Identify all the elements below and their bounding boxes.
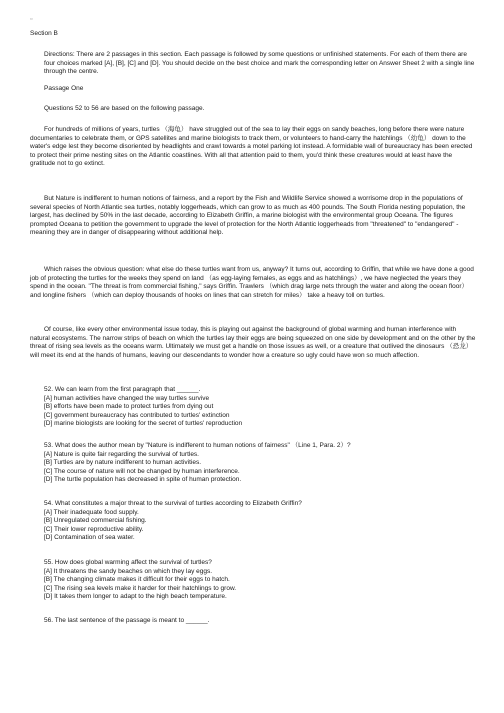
question-stem: 54. What constitutes a major threat to the survival of turtles according to Elizabeth Griffin? [44, 500, 302, 507]
option-a: [A] It threatens the sandy beaches on which they lay eggs. [44, 567, 213, 575]
option-d: [D] It takes them longer to adapt to the high beach temperature. [44, 593, 227, 601]
option-d: [D] Contamination of sea water. [44, 534, 135, 542]
option-b: [B] efforts have been made to protect turtles from dying out [44, 403, 214, 411]
option-d: [D] marine biologists are looking for the secret of turtles' reproduction [44, 420, 243, 428]
section-title: Section B [30, 30, 58, 37]
question-stem: 56. The last sentence of the passage is meant to ______. [44, 617, 210, 624]
passage-paragraph-1: For hundreds of millions of years, turtles （海龟） have struggled out of the sea to lay their eggs on sandy beaches, long before there were nature documentaries to celebrate them, or GPS satellites and marine biologists to track them, or volunteers to hand-carry the hatchlings （幼龟） down to the water's edge lest they become disoriented by headlights and crawl towards a motel parking lot instead. A formidable wall of bureaucracy has been erected to protect their prime nesting sites on the Atlantic coastlines. With all that attention paid to them, you'd think these creatures would at least have the gratitude not to go extinct. [30, 126, 473, 168]
questions-intro: Questions 52 to 56 are based on the following passage. [44, 105, 205, 112]
option-d: [D] The turtle population has decreased in spite of human protection. [44, 476, 242, 484]
passage-paragraph-3: Which raises the obvious question: what else do these turtles want from us, anyway? It turns out, according to Griffin, that while we have done a good job of protecting the turtles for the weeks they spend on land （as egg-laying females, as eggs and as hatchlings）, we have neglected the years they spend in the ocean. "The threat is from commercial fishing," says Griffin. Trawlers （which drag large nets through the water and along the ocean floor） and longline fishers （which can deploy thousands of hooks on lines that can stretch for miles） take a heavy toll on turtles. [30, 266, 474, 299]
option-c: [C] The course of nature will not be changed by human interference. [44, 467, 240, 475]
option-b: [B] Unregulated commercial fishing. [44, 517, 147, 525]
question-54 [44, 500, 476, 543]
option-a: [A] human activities have changed the way turtles survive [44, 394, 210, 402]
question-stem: 53. What does the author mean by "Nature is indifferent to human notions of fairness" （Line 1, Para. 2）? [44, 442, 351, 449]
question-stem: 55. How does global warming affect the survival of turtles? [44, 559, 212, 566]
option-c: [C] Their lower reproductive ability. [44, 525, 144, 533]
corner-mark: ▫ [30, 16, 33, 23]
option-a: [A] Their inadequate food supply. [44, 508, 139, 516]
question-stem: 52. We can learn from the first paragraph that ______. [44, 386, 201, 393]
option-b: [B] Turtles are by nature indifferent to human activities. [44, 459, 202, 467]
directions-text: Directions: There are 2 passages in this section. Each passage is followed by some questions or unfinished statements. For each of them there are four choices marked [A], [B], [C] and [D]. You should decide on the best choice and mark the corresponding letter on Answer Sheet 2 with a single line through the centre. [44, 51, 475, 76]
option-c: [C] government bureaucracy has contributed to turtles' extinction [44, 411, 230, 419]
passage-paragraph-2: But Nature is indifferent to human notions of fairness, and a report by the Fish and Wildlife Service showed a worrisome drop in the populations of several species of North Atlantic sea turtles, notably loggerheads, which can grow to as much as 400 pounds. The South Florida nesting population, the largest, has declined by 50% in the last decade, according to Elizabeth Griffin, a marine biologist with the environmental group Oceana. The figures prompted Oceana to petition the government to upgrade the level of protection for the North Atlantic loggerheads from "threatened" to "endangered" - meaning they are in danger of disappearing without additional help. [30, 195, 466, 237]
question-55 [44, 559, 476, 602]
passage-paragraph-4: Of course, like every other environmental issue today, this is playing out against the background of global warming and human interference with natural ecosystems. The narrow strips of beach on which the turtles lay their eggs are being squeezed on one side by development and on the other by the threat of rising sea levels as the oceans warm. Ultimately we must get a handle on those issues as well, or a creature that outlived the dinosaurs （恐龙） will meet its end at the hands of humans, leaving our descendants to wonder how a creature so ugly could have won so much affection. [30, 326, 476, 359]
option-b: [B] The changing climate makes it difficult for their eggs to hatch. [44, 576, 230, 584]
question-52 [44, 386, 476, 429]
option-c: [C] The rising sea levels make it harder for their hatchlings to grow. [44, 584, 237, 592]
passage-title: Passage One [44, 85, 84, 92]
option-a: [A] Nature is quite fair regarding the survival of turtles. [44, 450, 199, 458]
question-56 [44, 617, 476, 626]
question-53 [44, 442, 476, 485]
